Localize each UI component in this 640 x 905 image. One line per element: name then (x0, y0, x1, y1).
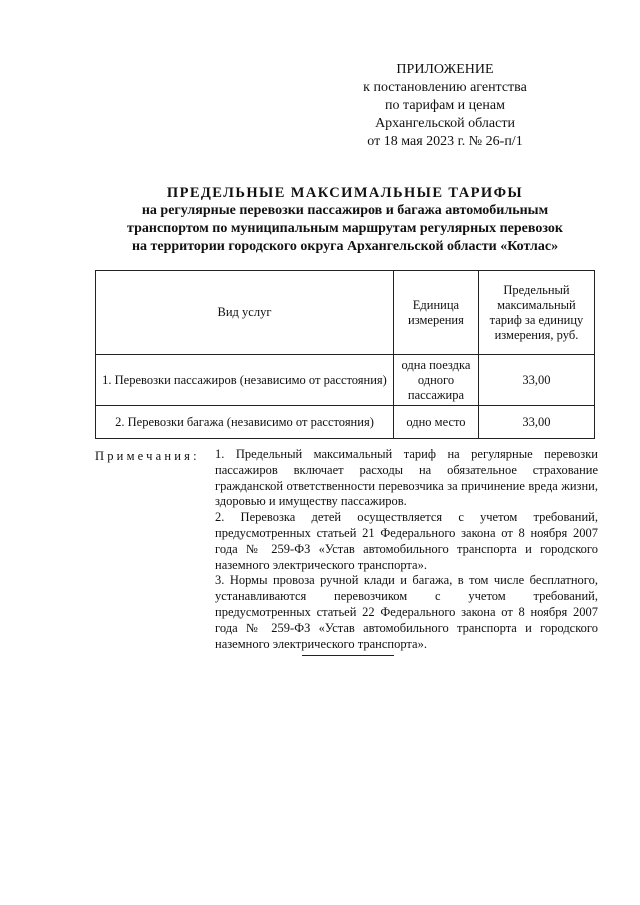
table-header-row (96, 271, 595, 355)
appendix-line: к постановлению агентства (363, 80, 527, 95)
appendix-title: ПРИЛОЖЕНИЕ (396, 62, 494, 77)
appendix-line: по тарифам и ценам (385, 98, 505, 113)
appendix-line: от 18 мая 2023 г. № 26-п/1 (367, 134, 523, 149)
heading-main: ПРЕДЕЛЬНЫЕ МАКСИМАЛЬНЫЕ ТАРИФЫ (166, 185, 524, 201)
end-divider (302, 655, 394, 656)
appendix-line: Архангельской области (375, 116, 515, 131)
note-item: 2. Перевозка детей осуществляется с учетом требований, предусмотренных статьей 21 Федерального закона от 8 ноября 2007 года № 259-ФЗ «Устав автомобильного транспорта и городского наземного электрического транспорта». (215, 510, 598, 572)
header-service: Вид услуг (96, 271, 394, 355)
document-heading (60, 184, 630, 256)
header-unit: Единица измерения (393, 271, 478, 355)
header-price: Предельный максимальный тариф за единицу измерения, руб. (478, 271, 594, 355)
heading-line: на территории городского округа Архангельской области «Котлас» (131, 239, 559, 254)
cell-service: 1. Перевозки пассажиров (независимо от расстояния) (96, 355, 394, 406)
cell-price: 33,00 (478, 355, 594, 406)
cell-service: 2. Перевозки багажа (независимо от расстояния) (96, 406, 394, 439)
cell-price: 33,00 (478, 406, 594, 439)
table-row (96, 406, 595, 439)
notes-label: Примечания: (95, 449, 200, 463)
appendix-block (330, 61, 560, 151)
tariff-table (95, 270, 595, 439)
heading-line: транспортом по муниципальным маршрутам регулярных перевозок (127, 221, 563, 236)
cell-unit: одна поездка одного пассажира (393, 355, 478, 406)
heading-line: на регулярные перевозки пассажиров и багажа автомобильным (141, 203, 549, 218)
cell-unit: одно место (393, 406, 478, 439)
note-item: 3. Нормы провоза ручной клади и багажа, в том числе бесплатного, устанавливаются перевозчиком с учетом требований, предусмотренных статьей 22 Федерального закона от 8 ноября 2007 года № 259-ФЗ «Устав автомобильного транспорта и городского наземного электрического транспорта». (215, 573, 598, 651)
note-item: 1. Предельный максимальный тариф на регулярные перевозки пассажиров включает расходы на обязательное страхование гражданской ответственности перевозчика за причинение вреда жизни, здоровью и имуществу пассажиров. (215, 447, 598, 509)
notes-list (215, 447, 598, 652)
table-row (96, 355, 595, 406)
